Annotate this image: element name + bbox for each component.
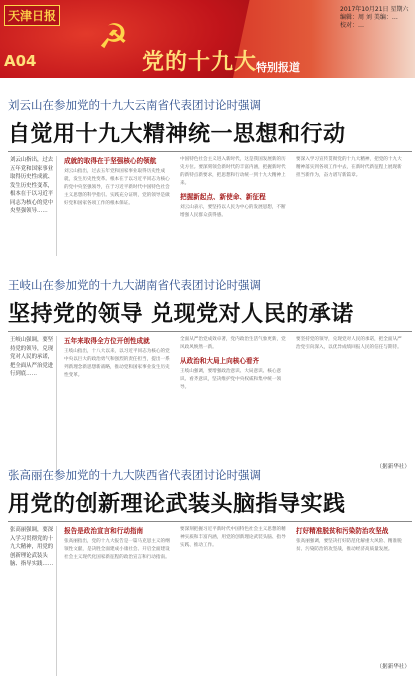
body-text: 王岐山指出，十八大以来，以习近平同志为核心的党中央以巨大的政治勇气和强烈的责任担当，提出一系列新理念新思想新战略，推动党和国家事业发生历史性变革。 <box>64 349 170 378</box>
body-column <box>180 336 290 392</box>
body-text: 刘云山表示，要坚持以人民为中心的发展思想，不断增强人民群众获得感。 <box>180 205 286 218</box>
body-text: 张高丽指出，党的十九大报告是一篇马克思主义的纲领性文献，是决胜全面建成小康社会、开启全面建设社会主义现代化国家新征程的政治宣言和行动指南。 <box>64 539 170 560</box>
article-subhead: 打好精准脱贫和污染防治攻坚战 <box>296 527 389 535</box>
body-column <box>296 526 406 554</box>
article-subhead: 五年来取得全方位开创性成就 <box>64 337 150 345</box>
article-credit: （据新华社） <box>376 664 410 670</box>
article-credit: （据新华社） <box>376 464 410 470</box>
body-column <box>64 526 174 562</box>
article-body <box>8 336 412 476</box>
body-text: 中国特色社会主义进入新时代，这是我国发展新的历史方位。要深刻领会新时代的丰富内涵，把握新时代的新特点新要求，把思想和行动统一到十九大精神上来。 <box>180 157 286 186</box>
article-intro: 王岐山强调，要坚持党的领导，兑现党对人民的承诺，把全面从严治党进行到底…… <box>10 337 54 377</box>
body-text: 要深刻把握习近平新时代中国特色社会主义思想的精神实质和丰富内涵，用党的创新理论武装头脑、指导实践、推动工作。 <box>180 527 286 548</box>
article-kicker: 王岐山在参加党的十九大湖南省代表团讨论时强调 <box>8 278 261 292</box>
body-column <box>180 526 290 550</box>
body-text: 全面从严治党成效卓著，党内政治生活气象更新，党风政风焕然一新。 <box>180 337 286 350</box>
article-subhead: 从政治和大局上向核心看齐 <box>180 357 260 365</box>
hammer-sickle-icon: ☭ <box>98 17 129 57</box>
article-body <box>8 156 412 256</box>
article-kicker: 张高丽在参加党的十九大陕西省代表团讨论时强调 <box>8 468 261 482</box>
article-subhead: 把握新起点、新使命、新征程 <box>180 193 266 201</box>
article-kicker: 刘云山在参加党的十九大云南省代表团讨论时强调 <box>8 98 261 112</box>
article-headline: 用党的创新理论武装头脑指导实践 <box>8 492 346 517</box>
article-headline: 坚持党的领导 兑现党对人民的承诺 <box>8 302 354 327</box>
article-intro: 刘云山指出，过去五年党和国家事业取得历史性成就、发生历史性变革，根本在于以习近平同志为核心的党中央坚强领导…… <box>10 157 54 214</box>
article-wang-qishan <box>8 277 412 470</box>
body-column <box>64 156 174 208</box>
body-text: 要坚持党的领导，兑现党对人民的承诺，把全面从严治党引向深入，以优异成绩回报人民的信任与期待。 <box>296 337 402 350</box>
body-column <box>296 336 406 352</box>
paper-name: 天津日报 <box>4 5 60 26</box>
masthead-banner <box>0 0 415 78</box>
article-headline: 自觉用十九大精神统一思想和行动 <box>8 122 346 147</box>
body-column <box>180 156 290 220</box>
body-text: 王岐山强调，要增强政治意识、大局意识、核心意识、看齐意识，坚决维护党中央权威和集中统一领导。 <box>180 369 282 390</box>
article-intro: 张高丽强调，要深入学习贯彻党的十九大精神，用党的创新理论武装头脑、指导实践…… <box>10 527 54 567</box>
article-subhead: 成就的取得在于坚强核心的领航 <box>64 157 157 165</box>
page-number: A04 <box>4 52 37 70</box>
section-title: 党的十九大 <box>142 50 258 75</box>
special-report-label: 特别报道 <box>256 61 300 74</box>
body-text: 要深入学习宣传贯彻党的十九大精神，把党的十九大精神落实到各项工作中去，在新时代新征程上展现新担当新作为，奋力谱写新篇章。 <box>296 157 402 178</box>
article-liu-yunshan <box>8 97 412 237</box>
masthead-meta: 2017年10月21日 星期六 编辑：周 刘 美编：… 校对：… <box>340 6 409 29</box>
article-subhead: 报告是政治宣言和行动指南 <box>64 527 144 535</box>
body-column <box>64 336 174 380</box>
body-text: 刘云山指出，过去五年党和国家事业取得历史性成就，发生历史性变革。根本在于以习近平同志为核心的党中央坚强领导，在于习近平新时代中国特色社会主义思想的科学指引。实践充分证明，党的领导是做好党和国家各项工作的根本保证。 <box>64 169 170 206</box>
body-column <box>296 156 406 180</box>
article-zhang-gaoli <box>8 467 412 672</box>
body-text: 张高丽强调，要坚决打好防范化解重大风险、精准脱贫、污染防治的攻坚战，推动经济高质量发展。 <box>296 539 402 552</box>
article-body <box>8 526 412 676</box>
